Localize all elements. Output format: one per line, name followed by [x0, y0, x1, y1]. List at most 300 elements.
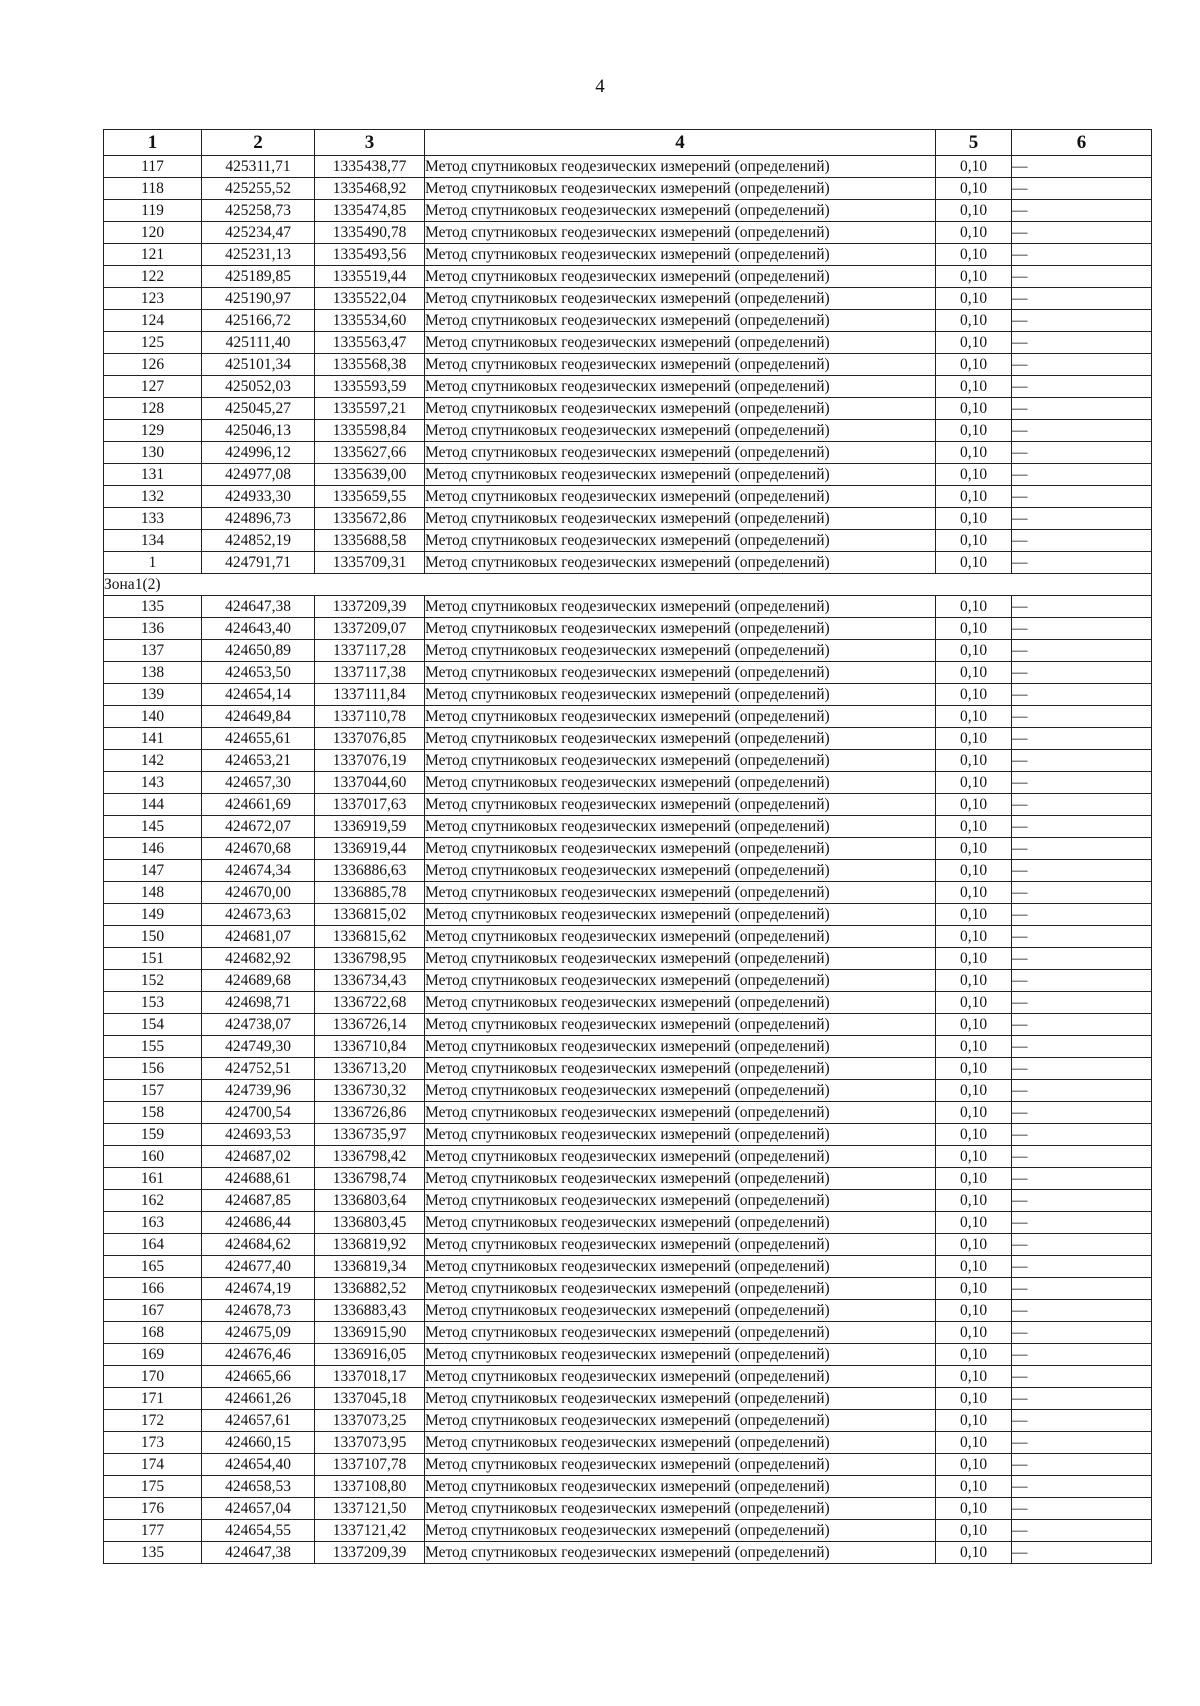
accuracy: 0,10 — [936, 684, 1012, 706]
zone-row — [104, 574, 1152, 596]
coordinate-y: 1336915,90 — [315, 1322, 425, 1344]
coordinate-y: 1336803,45 — [315, 1212, 425, 1234]
point-description: — — [1012, 948, 1152, 970]
coordinate-y: 1335597,21 — [315, 398, 425, 420]
point-number: 135 — [104, 596, 202, 618]
measurement-method: Метод спутниковых геодезических измерений (определений) — [425, 1146, 936, 1168]
coordinate-y: 1335493,56 — [315, 244, 425, 266]
accuracy: 0,10 — [936, 530, 1012, 552]
coordinate-y: 1335627,66 — [315, 442, 425, 464]
point-number: 152 — [104, 970, 202, 992]
measurement-method: Метод спутниковых геодезических измерений (определений) — [425, 1476, 936, 1498]
accuracy: 0,10 — [936, 618, 1012, 640]
coordinate-x: 424658,53 — [202, 1476, 315, 1498]
table-row — [104, 728, 1152, 750]
point-number: 168 — [104, 1322, 202, 1344]
table-row — [104, 1432, 1152, 1454]
accuracy: 0,10 — [936, 310, 1012, 332]
measurement-method: Метод спутниковых геодезических измерений (определений) — [425, 1322, 936, 1344]
table-row — [104, 354, 1152, 376]
coordinate-x: 425052,03 — [202, 376, 315, 398]
table-row — [104, 640, 1152, 662]
accuracy: 0,10 — [936, 1476, 1012, 1498]
table-row — [104, 1168, 1152, 1190]
coordinate-x: 424977,08 — [202, 464, 315, 486]
point-number: 165 — [104, 1256, 202, 1278]
table-row — [104, 178, 1152, 200]
accuracy: 0,10 — [936, 1080, 1012, 1102]
coordinate-y: 1337121,42 — [315, 1520, 425, 1542]
accuracy: 0,10 — [936, 1322, 1012, 1344]
coordinate-y: 1336883,43 — [315, 1300, 425, 1322]
coordinate-y: 1336803,64 — [315, 1190, 425, 1212]
coordinate-y: 1336798,42 — [315, 1146, 425, 1168]
coordinate-y: 1337044,60 — [315, 772, 425, 794]
point-number: 135 — [104, 1542, 202, 1564]
coordinate-x: 425190,97 — [202, 288, 315, 310]
coordinate-y: 1336730,32 — [315, 1080, 425, 1102]
measurement-method: Метод спутниковых геодезических измерений (определений) — [425, 838, 936, 860]
coordinate-y: 1335593,59 — [315, 376, 425, 398]
point-description: — — [1012, 1300, 1152, 1322]
point-number: 146 — [104, 838, 202, 860]
table-row — [104, 442, 1152, 464]
measurement-method: Метод спутниковых геодезических измерений (определений) — [425, 1212, 936, 1234]
point-number: 176 — [104, 1498, 202, 1520]
table-row — [104, 838, 1152, 860]
point-description: — — [1012, 838, 1152, 860]
coordinate-x: 425311,71 — [202, 156, 315, 178]
table-row — [104, 596, 1152, 618]
coordinate-x: 424678,73 — [202, 1300, 315, 1322]
accuracy: 0,10 — [936, 816, 1012, 838]
table-row — [104, 310, 1152, 332]
coordinate-y: 1335522,04 — [315, 288, 425, 310]
coordinate-y: 1337209,07 — [315, 618, 425, 640]
coordinate-x: 424687,02 — [202, 1146, 315, 1168]
point-description: — — [1012, 1542, 1152, 1564]
coordinate-y: 1336815,02 — [315, 904, 425, 926]
coordinate-x: 424650,89 — [202, 640, 315, 662]
accuracy: 0,10 — [936, 1146, 1012, 1168]
table-row — [104, 1146, 1152, 1168]
point-description: — — [1012, 706, 1152, 728]
point-number: 136 — [104, 618, 202, 640]
accuracy: 0,10 — [936, 860, 1012, 882]
coordinate-x: 424661,69 — [202, 794, 315, 816]
coordinate-x: 424657,30 — [202, 772, 315, 794]
point-number: 117 — [104, 156, 202, 178]
table-row — [104, 508, 1152, 530]
coordinate-x: 424688,61 — [202, 1168, 315, 1190]
point-number: 153 — [104, 992, 202, 1014]
table-row — [104, 794, 1152, 816]
coordinate-x: 424654,14 — [202, 684, 315, 706]
table-row — [104, 948, 1152, 970]
measurement-method: Метод спутниковых геодезических измерений (определений) — [425, 662, 936, 684]
coordinate-y: 1335659,55 — [315, 486, 425, 508]
point-description: — — [1012, 904, 1152, 926]
point-number: 1 — [104, 552, 202, 574]
point-number: 162 — [104, 1190, 202, 1212]
point-number: 170 — [104, 1366, 202, 1388]
point-number: 166 — [104, 1278, 202, 1300]
measurement-method: Метод спутниковых геодезических измерений (определений) — [425, 618, 936, 640]
accuracy: 0,10 — [936, 222, 1012, 244]
coordinate-x: 424649,84 — [202, 706, 315, 728]
point-description: — — [1012, 1498, 1152, 1520]
table-row — [104, 156, 1152, 178]
measurement-method: Метод спутниковых геодезических измерений (определений) — [425, 1410, 936, 1432]
point-number: 155 — [104, 1036, 202, 1058]
point-number: 156 — [104, 1058, 202, 1080]
coordinate-y: 1335688,58 — [315, 530, 425, 552]
coordinate-x: 424738,07 — [202, 1014, 315, 1036]
point-number: 148 — [104, 882, 202, 904]
point-number: 147 — [104, 860, 202, 882]
coordinate-y: 1335568,38 — [315, 354, 425, 376]
point-description: — — [1012, 1476, 1152, 1498]
accuracy: 0,10 — [936, 1014, 1012, 1036]
measurement-method: Метод спутниковых геодезических измерений (определений) — [425, 904, 936, 926]
point-description: — — [1012, 156, 1152, 178]
coordinate-y: 1337076,19 — [315, 750, 425, 772]
coordinate-x: 424681,07 — [202, 926, 315, 948]
table-body — [104, 156, 1152, 1564]
column-header-3: 3 — [315, 130, 425, 156]
column-header-1: 1 — [104, 130, 202, 156]
point-number: 143 — [104, 772, 202, 794]
measurement-method: Метод спутниковых геодезических измерений (определений) — [425, 816, 936, 838]
table-row — [104, 1498, 1152, 1520]
measurement-method: Метод спутниковых геодезических измерений (определений) — [425, 1190, 936, 1212]
measurement-method: Метод спутниковых геодезических измерений (определений) — [425, 530, 936, 552]
point-number: 133 — [104, 508, 202, 530]
point-description: — — [1012, 1102, 1152, 1124]
table-row — [104, 552, 1152, 574]
accuracy: 0,10 — [936, 1058, 1012, 1080]
coordinate-x: 424752,51 — [202, 1058, 315, 1080]
point-description: — — [1012, 442, 1152, 464]
accuracy: 0,10 — [936, 156, 1012, 178]
point-number: 125 — [104, 332, 202, 354]
accuracy: 0,10 — [936, 486, 1012, 508]
measurement-method: Метод спутниковых геодезических измерений (определений) — [425, 1124, 936, 1146]
coordinate-x: 424643,40 — [202, 618, 315, 640]
accuracy: 0,10 — [936, 706, 1012, 728]
point-number: 128 — [104, 398, 202, 420]
point-description: — — [1012, 926, 1152, 948]
table-row — [104, 1014, 1152, 1036]
accuracy: 0,10 — [936, 508, 1012, 530]
point-description: — — [1012, 992, 1152, 1014]
table-row — [104, 992, 1152, 1014]
accuracy: 0,10 — [936, 244, 1012, 266]
coordinate-x: 424675,09 — [202, 1322, 315, 1344]
coordinate-y: 1337108,80 — [315, 1476, 425, 1498]
point-description: — — [1012, 376, 1152, 398]
coordinate-x: 424653,50 — [202, 662, 315, 684]
point-description: — — [1012, 508, 1152, 530]
point-number: 138 — [104, 662, 202, 684]
accuracy: 0,10 — [936, 552, 1012, 574]
point-number: 131 — [104, 464, 202, 486]
measurement-method: Метод спутниковых геодезических измерений (определений) — [425, 1234, 936, 1256]
accuracy: 0,10 — [936, 1542, 1012, 1564]
table-row — [104, 1520, 1152, 1542]
table-row — [104, 1300, 1152, 1322]
accuracy: 0,10 — [936, 1300, 1012, 1322]
point-description: — — [1012, 1036, 1152, 1058]
measurement-method: Метод спутниковых геодезических измерений (определений) — [425, 1168, 936, 1190]
point-number: 163 — [104, 1212, 202, 1234]
point-number: 171 — [104, 1388, 202, 1410]
coordinate-x: 424933,30 — [202, 486, 315, 508]
table-row — [104, 200, 1152, 222]
coordinate-x: 424654,55 — [202, 1520, 315, 1542]
point-number: 122 — [104, 266, 202, 288]
point-number: 157 — [104, 1080, 202, 1102]
table-row — [104, 706, 1152, 728]
measurement-method: Метод спутниковых геодезических измерений (определений) — [425, 1256, 936, 1278]
point-description: — — [1012, 618, 1152, 640]
coordinate-y: 1335468,92 — [315, 178, 425, 200]
coordinate-y: 1337045,18 — [315, 1388, 425, 1410]
coordinate-x: 424689,68 — [202, 970, 315, 992]
coordinate-x: 424698,71 — [202, 992, 315, 1014]
table-row — [104, 376, 1152, 398]
point-description: — — [1012, 486, 1152, 508]
accuracy: 0,10 — [936, 728, 1012, 750]
measurement-method: Метод спутниковых геодезических измерений (определений) — [425, 1366, 936, 1388]
coordinate-x: 424674,19 — [202, 1278, 315, 1300]
point-description: — — [1012, 1058, 1152, 1080]
point-description: — — [1012, 640, 1152, 662]
accuracy: 0,10 — [936, 926, 1012, 948]
coordinate-x: 424673,63 — [202, 904, 315, 926]
point-description: — — [1012, 354, 1152, 376]
point-number: 167 — [104, 1300, 202, 1322]
coordinate-y: 1336726,86 — [315, 1102, 425, 1124]
table-row — [104, 420, 1152, 442]
point-description: — — [1012, 1388, 1152, 1410]
point-number: 151 — [104, 948, 202, 970]
coordinate-y: 1335598,84 — [315, 420, 425, 442]
measurement-method: Метод спутниковых геодезических измерений (определений) — [425, 948, 936, 970]
coordinate-y: 1336713,20 — [315, 1058, 425, 1080]
measurement-method: Метод спутниковых геодезических измерений (определений) — [425, 178, 936, 200]
coordinate-y: 1336819,92 — [315, 1234, 425, 1256]
table-row — [104, 1410, 1152, 1432]
point-number: 124 — [104, 310, 202, 332]
table-row — [104, 244, 1152, 266]
coordinate-x: 424654,40 — [202, 1454, 315, 1476]
point-number: 141 — [104, 728, 202, 750]
table-row — [104, 222, 1152, 244]
coordinate-x: 424677,40 — [202, 1256, 315, 1278]
point-number: 160 — [104, 1146, 202, 1168]
accuracy: 0,10 — [936, 948, 1012, 970]
measurement-method: Метод спутниковых геодезических измерений (определений) — [425, 882, 936, 904]
coordinate-x: 424672,07 — [202, 816, 315, 838]
measurement-method: Метод спутниковых геодезических измерений (определений) — [425, 1454, 936, 1476]
point-description: — — [1012, 1432, 1152, 1454]
coordinate-x: 424665,66 — [202, 1366, 315, 1388]
coordinate-x: 424682,92 — [202, 948, 315, 970]
table-row — [104, 332, 1152, 354]
measurement-method: Метод спутниковых геодезических измерений (определений) — [425, 640, 936, 662]
coordinate-y: 1336886,63 — [315, 860, 425, 882]
coordinate-y: 1337209,39 — [315, 596, 425, 618]
point-number: 144 — [104, 794, 202, 816]
coordinate-x: 424996,12 — [202, 442, 315, 464]
accuracy: 0,10 — [936, 178, 1012, 200]
point-description: — — [1012, 596, 1152, 618]
point-number: 140 — [104, 706, 202, 728]
table-row — [104, 1476, 1152, 1498]
point-number: 173 — [104, 1432, 202, 1454]
point-description: — — [1012, 1366, 1152, 1388]
accuracy: 0,10 — [936, 1432, 1012, 1454]
measurement-method: Метод спутниковых геодезических измерений (определений) — [425, 486, 936, 508]
accuracy: 0,10 — [936, 970, 1012, 992]
coordinate-x: 425234,47 — [202, 222, 315, 244]
table-row — [104, 882, 1152, 904]
measurement-method: Метод спутниковых геодезических измерений (определений) — [425, 596, 936, 618]
coordinate-x: 424653,21 — [202, 750, 315, 772]
measurement-method: Метод спутниковых геодезических измерений (определений) — [425, 970, 936, 992]
accuracy: 0,10 — [936, 992, 1012, 1014]
column-header-2: 2 — [202, 130, 315, 156]
coordinate-y: 1335534,60 — [315, 310, 425, 332]
accuracy: 0,10 — [936, 1124, 1012, 1146]
table-row — [104, 1344, 1152, 1366]
point-number: 177 — [104, 1520, 202, 1542]
table-row — [104, 1190, 1152, 1212]
point-description: — — [1012, 772, 1152, 794]
measurement-method: Метод спутниковых геодезических измерений (определений) — [425, 1542, 936, 1564]
measurement-method: Метод спутниковых геодезических измерений (определений) — [425, 750, 936, 772]
measurement-method: Метод спутниковых геодезических измерений (определений) — [425, 288, 936, 310]
point-description: — — [1012, 1124, 1152, 1146]
coordinate-y: 1336819,34 — [315, 1256, 425, 1278]
coordinate-y: 1337073,95 — [315, 1432, 425, 1454]
point-description: — — [1012, 1080, 1152, 1102]
table-row — [104, 1542, 1152, 1564]
coordinate-x: 424693,53 — [202, 1124, 315, 1146]
accuracy: 0,10 — [936, 794, 1012, 816]
coordinate-x: 424657,61 — [202, 1410, 315, 1432]
accuracy: 0,10 — [936, 1454, 1012, 1476]
point-description: — — [1012, 1234, 1152, 1256]
point-description: — — [1012, 1168, 1152, 1190]
table-row — [104, 904, 1152, 926]
table-row — [104, 750, 1152, 772]
point-number: 132 — [104, 486, 202, 508]
accuracy: 0,10 — [936, 1278, 1012, 1300]
table-row — [104, 1366, 1152, 1388]
coordinate-x: 425101,34 — [202, 354, 315, 376]
point-number: 161 — [104, 1168, 202, 1190]
measurement-method: Метод спутниковых геодезических измерений (определений) — [425, 1520, 936, 1542]
measurement-method: Метод спутниковых геодезических измерений (определений) — [425, 860, 936, 882]
accuracy: 0,10 — [936, 1520, 1012, 1542]
column-header-4: 4 — [425, 130, 936, 156]
measurement-method: Метод спутниковых геодезических измерений (определений) — [425, 442, 936, 464]
point-number: 137 — [104, 640, 202, 662]
accuracy: 0,10 — [936, 332, 1012, 354]
point-description: — — [1012, 882, 1152, 904]
point-description: — — [1012, 728, 1152, 750]
coordinate-y: 1337121,50 — [315, 1498, 425, 1520]
coordinate-y: 1335672,86 — [315, 508, 425, 530]
point-description: — — [1012, 1454, 1152, 1476]
table-row — [104, 1454, 1152, 1476]
measurement-method: Метод спутниковых геодезических измерений (определений) — [425, 1432, 936, 1454]
point-description: — — [1012, 530, 1152, 552]
table-row — [104, 1124, 1152, 1146]
table-row — [104, 1322, 1152, 1344]
measurement-method: Метод спутниковых геодезических измерений (определений) — [425, 1102, 936, 1124]
point-description: — — [1012, 464, 1152, 486]
coordinate-x: 424896,73 — [202, 508, 315, 530]
accuracy: 0,10 — [936, 1498, 1012, 1520]
point-description: — — [1012, 1014, 1152, 1036]
point-description: — — [1012, 794, 1152, 816]
column-header-5: 5 — [936, 130, 1012, 156]
coordinate-y: 1335490,78 — [315, 222, 425, 244]
point-number: 127 — [104, 376, 202, 398]
measurement-method: Метод спутниковых геодезических измерений (определений) — [425, 552, 936, 574]
accuracy: 0,10 — [936, 464, 1012, 486]
measurement-method: Метод спутниковых геодезических измерений (определений) — [425, 200, 936, 222]
accuracy: 0,10 — [936, 442, 1012, 464]
table-row — [104, 1080, 1152, 1102]
coordinate-y: 1336882,52 — [315, 1278, 425, 1300]
point-number: 121 — [104, 244, 202, 266]
measurement-method: Метод спутниковых геодезических измерений (определений) — [425, 464, 936, 486]
measurement-method: Метод спутниковых геодезических измерений (определений) — [425, 926, 936, 948]
coordinate-y: 1337110,78 — [315, 706, 425, 728]
point-description: — — [1012, 970, 1152, 992]
table-row — [104, 662, 1152, 684]
coordinate-x: 424661,26 — [202, 1388, 315, 1410]
measurement-method: Метод спутниковых геодезических измерений (определений) — [425, 398, 936, 420]
table-row — [104, 970, 1152, 992]
point-description: — — [1012, 816, 1152, 838]
coordinate-y: 1335563,47 — [315, 332, 425, 354]
measurement-method: Метод спутниковых геодезических измерений (определений) — [425, 332, 936, 354]
point-number: 175 — [104, 1476, 202, 1498]
accuracy: 0,10 — [936, 354, 1012, 376]
accuracy: 0,10 — [936, 838, 1012, 860]
accuracy: 0,10 — [936, 772, 1012, 794]
point-number: 123 — [104, 288, 202, 310]
point-number: 119 — [104, 200, 202, 222]
point-description: — — [1012, 1146, 1152, 1168]
point-description: — — [1012, 1520, 1152, 1542]
measurement-method: Метод спутниковых геодезических измерений (определений) — [425, 1036, 936, 1058]
coordinate-y: 1337117,28 — [315, 640, 425, 662]
coordinate-x: 424791,71 — [202, 552, 315, 574]
accuracy: 0,10 — [936, 750, 1012, 772]
accuracy: 0,10 — [936, 1410, 1012, 1432]
accuracy: 0,10 — [936, 1212, 1012, 1234]
header-row — [104, 130, 1152, 156]
table-row — [104, 266, 1152, 288]
coordinate-y: 1335438,77 — [315, 156, 425, 178]
measurement-method: Метод спутниковых геодезических измерений (определений) — [425, 420, 936, 442]
